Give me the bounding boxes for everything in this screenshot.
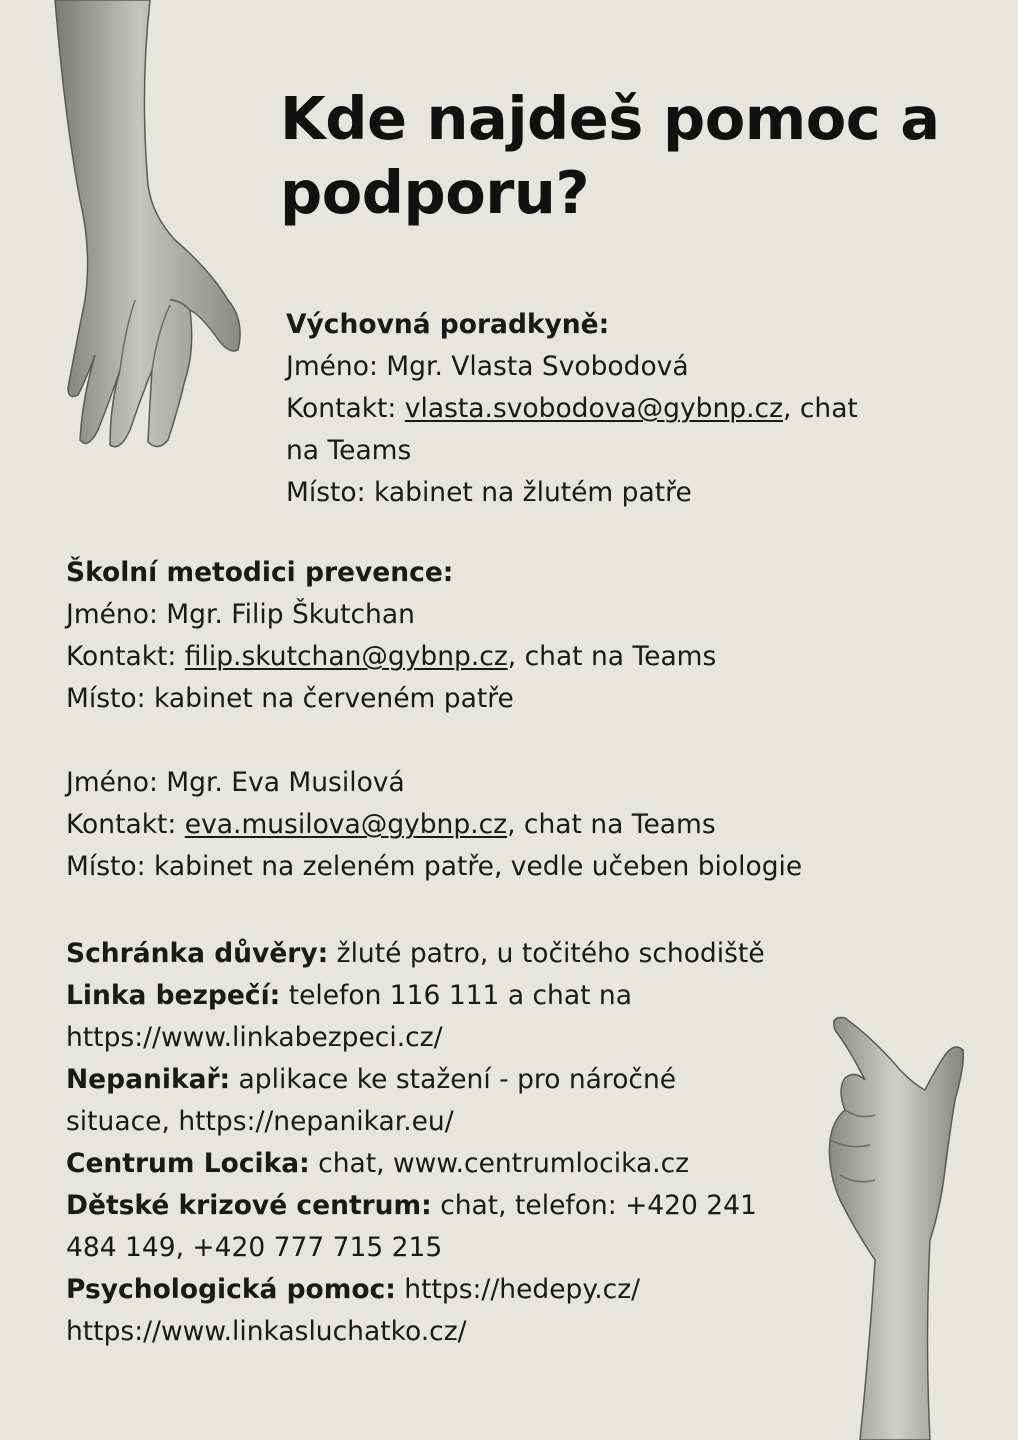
- poradkyne-place-line: [286, 472, 926, 514]
- metodik-2-contact-line: [66, 804, 966, 846]
- poradkyne-heading: Výchovná poradkyně:: [286, 309, 610, 340]
- psych-line: [66, 1269, 966, 1311]
- linka-label: Linka bezpečí:: [66, 980, 281, 1011]
- contact-suffix: , chat na Teams: [507, 641, 717, 672]
- poradkyne-contact-line-2: na Teams: [286, 435, 412, 466]
- place-label: Místo:: [286, 477, 374, 508]
- metodik-1-contact-line: [66, 636, 966, 678]
- metodik-1-name-line: [66, 594, 966, 636]
- poradkyne-name: Mgr. Vlasta Svobodová: [386, 351, 689, 382]
- locika-label: Centrum Locika:: [66, 1148, 310, 1179]
- locika-line: [66, 1143, 966, 1185]
- metodik-2-place: kabinet na zeleném patře, vedle učeben biologie: [154, 851, 803, 882]
- locika-text: chat, www.centrumlocika.cz: [309, 1148, 690, 1179]
- dkc-line: [66, 1185, 966, 1227]
- schranka-label: Schránka důvěry:: [66, 938, 329, 969]
- dkc-label: Dětské krizové centrum:: [66, 1190, 432, 1221]
- metodik-1-name: Mgr. Filip Škutchan: [166, 599, 415, 630]
- linka-line: [66, 975, 966, 1017]
- metodik-2-email-link[interactable]: eva.musilova@gybnp.cz: [184, 809, 508, 840]
- poradkyne-name-line: [286, 346, 926, 388]
- poradkyne-section: [286, 304, 926, 514]
- schranka-text: žluté patro, u točitého schodiště: [328, 938, 765, 969]
- contact-suffix: , chat: [782, 393, 858, 424]
- metodik-2-section: [66, 762, 966, 888]
- psych-label: Psychologická pomoc:: [66, 1274, 396, 1305]
- linka-text: telefon 116 111 a chat na: [280, 980, 632, 1011]
- resources-section: [66, 933, 966, 1353]
- nepanikar-label: Nepanikař:: [66, 1064, 231, 1095]
- page-title: [280, 82, 1000, 230]
- nepanikar-url: situace, https://nepanikar.eu/: [66, 1106, 454, 1137]
- poradkyne-place: kabinet na žlutém patře: [374, 477, 692, 508]
- metodik-2-name-line: [66, 762, 966, 804]
- place-label: Místo:: [66, 683, 154, 714]
- metodik-2-name: Mgr. Eva Musilová: [166, 767, 405, 798]
- name-label: Jméno:: [286, 351, 387, 382]
- name-label: Jméno:: [66, 599, 167, 630]
- nepanikar-text: aplikace ke stažení - pro náročné: [230, 1064, 677, 1095]
- metodik-2-place-line: [66, 846, 966, 888]
- nepanikar-line: [66, 1059, 966, 1101]
- poradkyne-contact-line: [286, 388, 926, 430]
- contact-suffix: , chat na Teams: [507, 809, 716, 840]
- name-label: Jméno:: [66, 767, 167, 798]
- dkc-phones: 484 149, +420 777 715 215: [66, 1232, 443, 1263]
- title-line-1: Kde najdeš pomoc a: [280, 84, 940, 153]
- dkc-text: chat, telefon: +420 241: [431, 1190, 757, 1221]
- metodici-heading: Školní metodici prevence:: [66, 557, 454, 588]
- place-label: Místo:: [66, 851, 154, 882]
- title-line-2: podporu?: [280, 158, 590, 227]
- metodici-section: [66, 552, 966, 720]
- metodik-1-email-link[interactable]: filip.skutchan@gybnp.cz: [184, 641, 508, 672]
- schranka-line: [66, 933, 966, 975]
- psych-url: https://www.linkasluchatko.cz/: [66, 1316, 467, 1347]
- metodik-1-place-line: [66, 678, 966, 720]
- hand-illustration-top: [40, 0, 250, 460]
- linka-url: https://www.linkabezpeci.cz/: [66, 1022, 443, 1053]
- psych-text: https://hedepy.cz/: [395, 1274, 641, 1305]
- contact-label: Kontakt:: [66, 641, 185, 672]
- contact-label: Kontakt:: [286, 393, 405, 424]
- poradkyne-email-link[interactable]: vlasta.svobodova@gybnp.cz: [404, 393, 783, 424]
- metodik-1-place: kabinet na červeném patře: [154, 683, 514, 714]
- contact-label: Kontakt:: [66, 809, 185, 840]
